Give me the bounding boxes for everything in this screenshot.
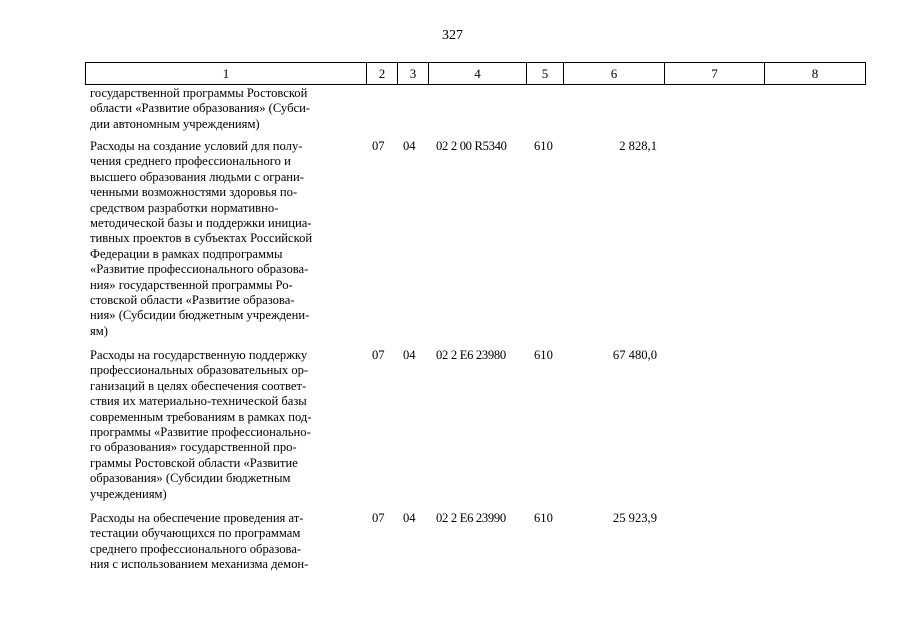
cell-pr: 04 xyxy=(403,139,416,153)
cell-csr: 02 2 E6 23990 xyxy=(436,511,506,525)
header-cell-5: 5 xyxy=(527,63,564,85)
row-description xyxy=(90,348,358,502)
description-line: средством разработки нормативно- xyxy=(90,200,279,215)
page-number: 327 xyxy=(442,28,463,43)
cell-sum: 2 828,1 xyxy=(619,139,657,153)
description-line: стовской области «Развитие образова- xyxy=(90,293,295,308)
header-cell-3: 3 xyxy=(398,63,429,85)
description-line: профессиональных образовательных ор- xyxy=(90,363,309,378)
description-line: Федерации в рамках подпрограммы xyxy=(90,246,283,261)
description-line: ям) xyxy=(90,323,108,338)
description-line: ганизаций в целях обеспечения соответ- xyxy=(90,378,307,393)
cell-rz: 07 xyxy=(372,348,385,362)
cell-vr: 610 xyxy=(534,139,553,153)
description-line: ния» государственной программы Ро- xyxy=(90,277,293,292)
description-line: области «Развитие образования» (Субси- xyxy=(90,101,310,116)
cell-sum: 67 480,0 xyxy=(612,348,657,362)
description-line: тивных проектов в субъектах Российской xyxy=(90,231,313,246)
description-line: ния» (Субсидии бюджетным учреждени- xyxy=(90,308,310,323)
cell-pr: 04 xyxy=(403,348,416,362)
description-line: чения среднего профессионального и xyxy=(90,154,291,169)
description-line: высшего образования людьми с ограни- xyxy=(90,169,304,184)
description-line: программы «Развитие профессионально- xyxy=(90,425,311,440)
header-cell-4: 4 xyxy=(429,63,527,85)
description-line: современным требованиям в рамках под- xyxy=(90,409,312,424)
description-line: ния с использованием механизма демон- xyxy=(90,557,309,572)
description-line: Расходы на создание условий для полу- xyxy=(90,139,303,153)
cell-rz: 07 xyxy=(372,511,385,525)
row-description xyxy=(90,86,358,132)
description-line: тестации обучающихся по программам xyxy=(90,526,301,541)
cell-csr: 02 2 E6 23980 xyxy=(436,348,506,362)
description-line: учреждениям) xyxy=(90,486,167,501)
description-line: го образования» государственной про- xyxy=(90,440,297,455)
description-line: ствия их материально-технической базы xyxy=(90,394,307,409)
row-description xyxy=(90,511,358,573)
header-cell-1: 1 xyxy=(86,63,367,85)
cell-vr: 610 xyxy=(534,511,553,525)
cell-pr: 04 xyxy=(403,511,416,525)
description-line: Расходы на государственную поддержку xyxy=(90,348,308,362)
header-cell-7: 7 xyxy=(665,63,765,85)
header-cell-6: 6 xyxy=(564,63,665,85)
description-line: Расходы на обеспечение проведения ат- xyxy=(90,511,304,525)
description-line: образования» (Субсидии бюджетным xyxy=(90,471,291,486)
header-cell-2: 2 xyxy=(367,63,398,85)
row-description xyxy=(90,139,358,339)
cell-csr: 02 2 00 R5340 xyxy=(436,139,507,153)
description-line: ченными возможностями здоровья по- xyxy=(90,185,298,200)
header-cell-8: 8 xyxy=(765,63,866,85)
cell-rz: 07 xyxy=(372,139,385,153)
cell-sum: 25 923,9 xyxy=(612,511,657,525)
description-line: «Развитие профессионального образова- xyxy=(90,262,309,277)
description-line: среднего профессионального образова- xyxy=(90,541,302,556)
cell-vr: 610 xyxy=(534,348,553,362)
description-line: граммы Ростовской области «Развитие xyxy=(90,455,298,470)
description-line: методической базы и поддержки инициа- xyxy=(90,216,312,231)
description-line: дии автономным учреждениям) xyxy=(90,116,260,131)
description-line: государственной программы Ростовской xyxy=(90,86,308,100)
